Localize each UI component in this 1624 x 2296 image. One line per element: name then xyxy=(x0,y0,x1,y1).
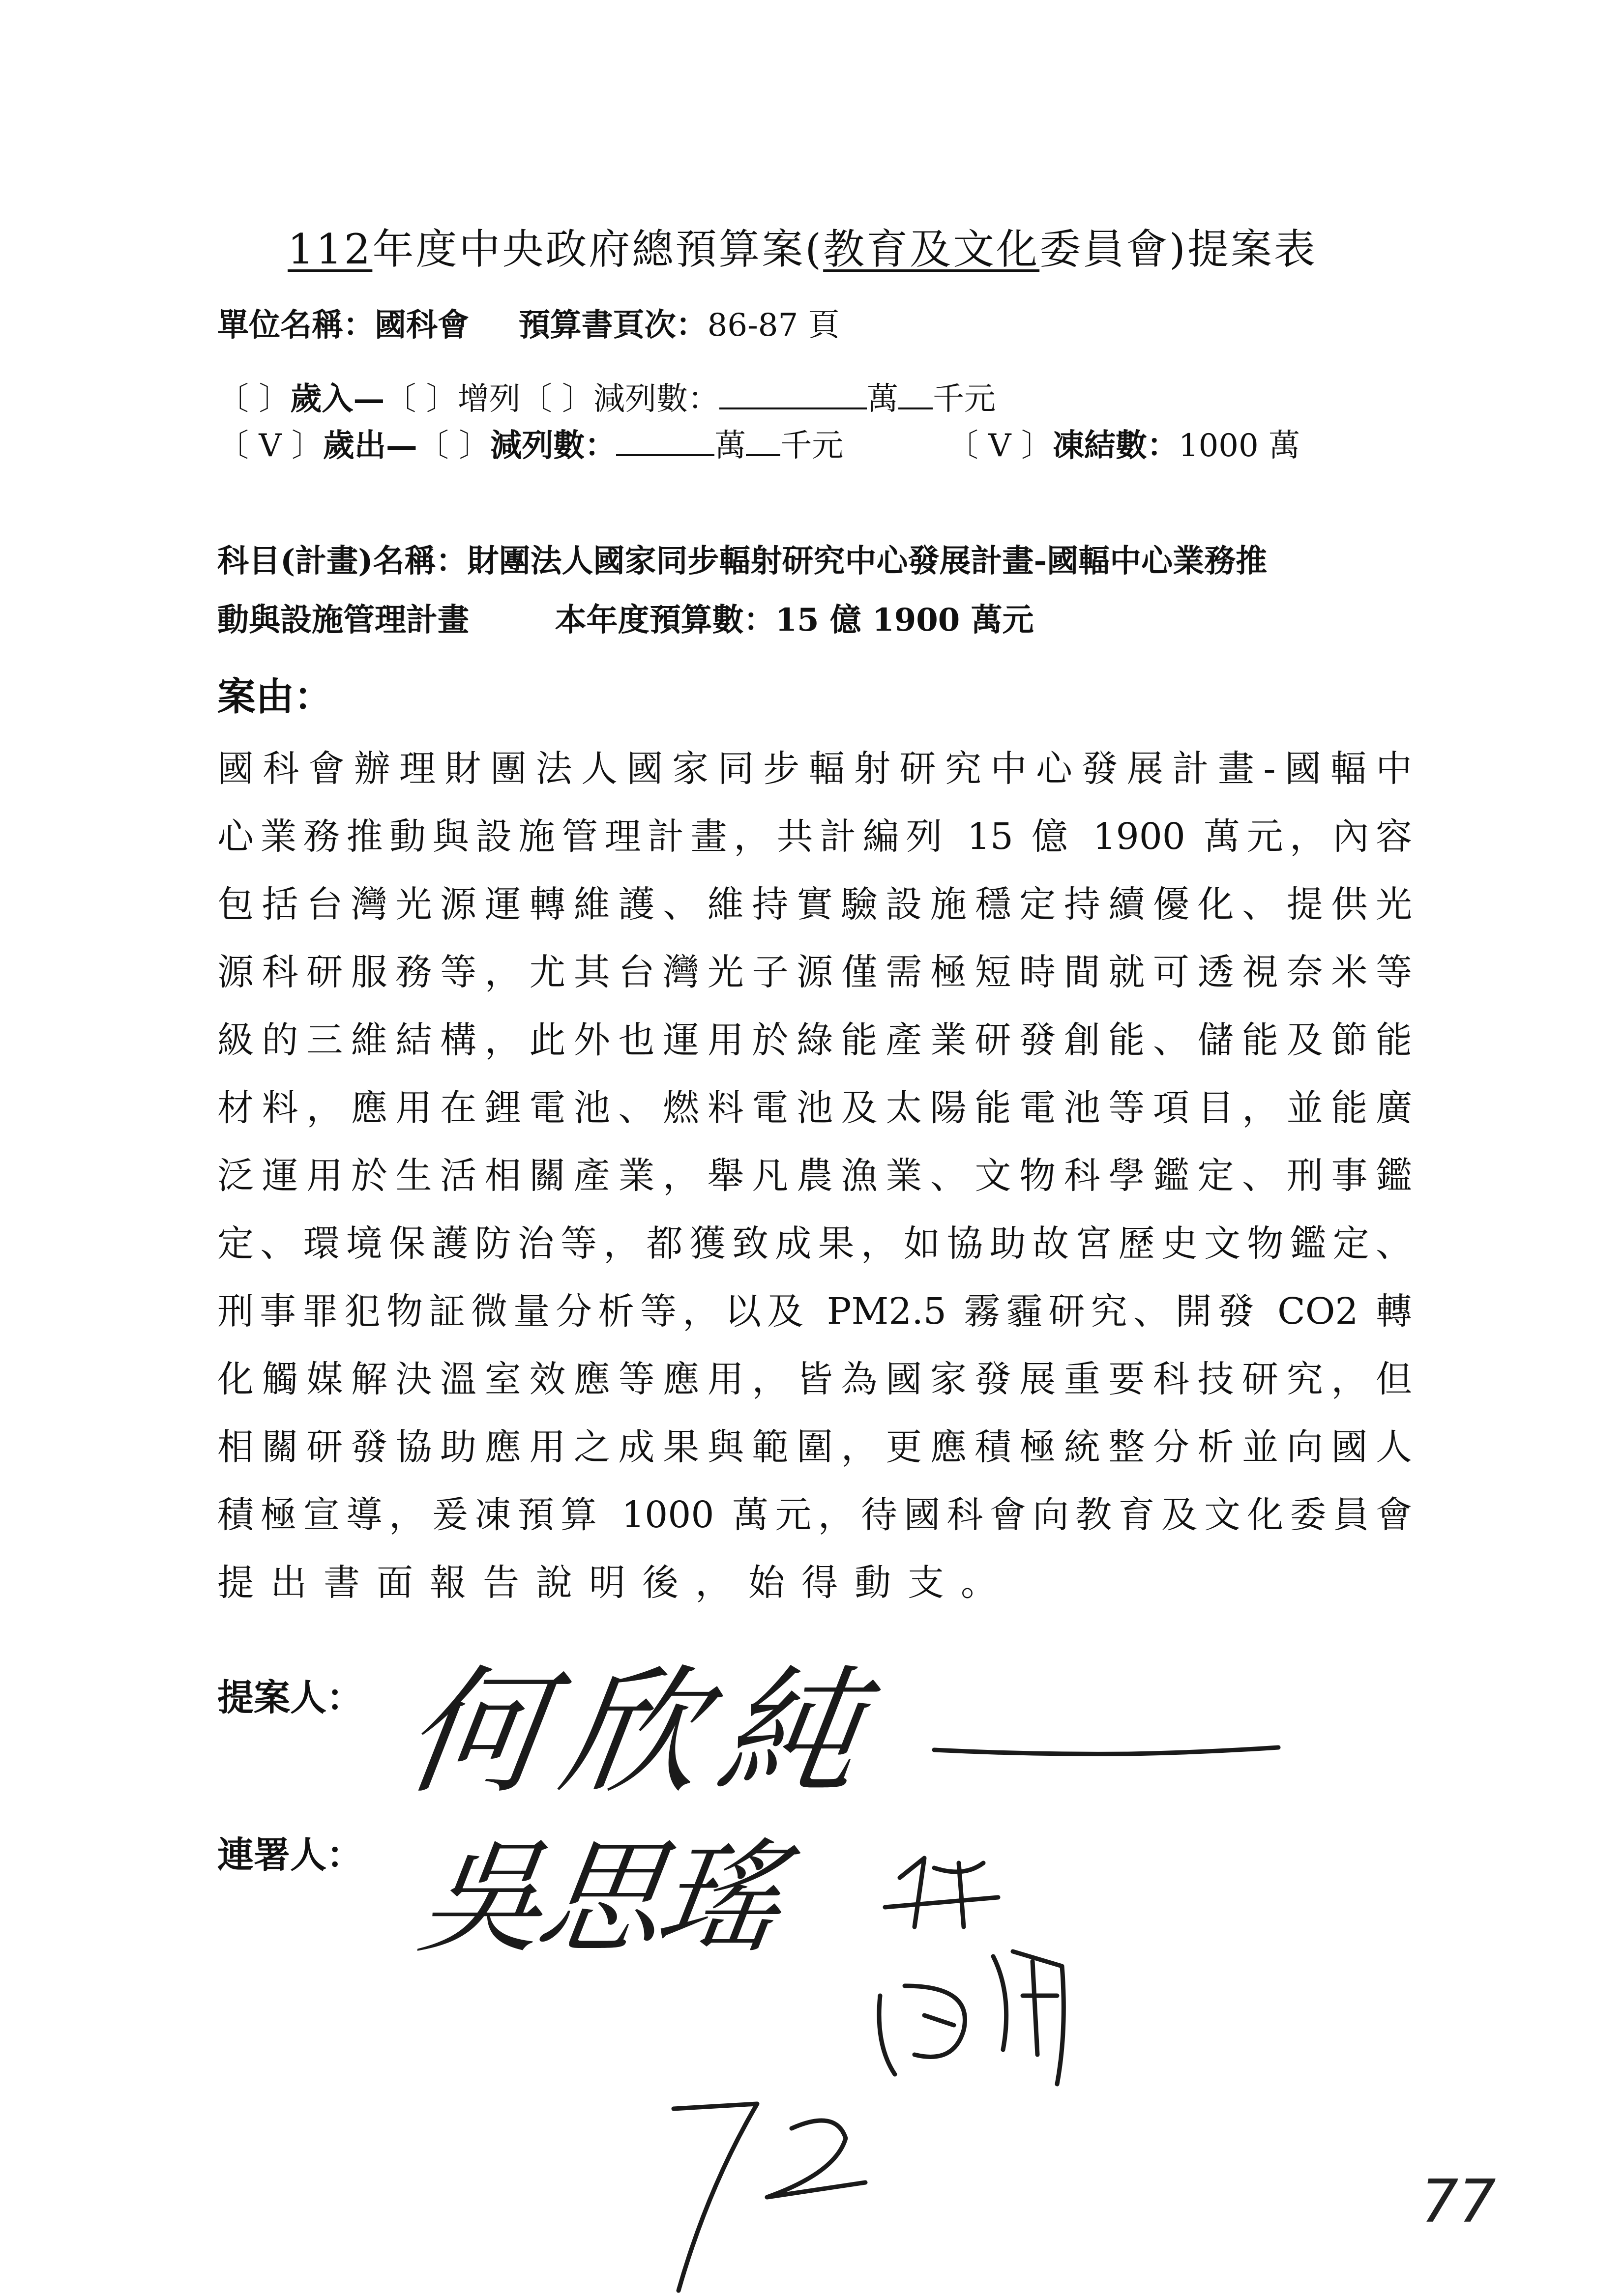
title-post: 委員會)提案表 xyxy=(1039,225,1317,273)
unit-label: 單位名稱： xyxy=(217,307,375,344)
freeze-checkbox: 〔 V 〕 xyxy=(946,428,1053,464)
proposer-label: 提案人： xyxy=(217,1677,363,1719)
increase-label: 增列 xyxy=(457,381,521,417)
reason-line: 提出書面報告說明後，始得動支。 xyxy=(217,1562,1014,1604)
decrease-checkbox: 〔 〕 xyxy=(520,381,594,417)
proposer-signature-tail xyxy=(934,1747,1278,1754)
reason-line: 化觸媒解決溫室效應等應用，皆為國家發展重要科技研究，但 xyxy=(217,1358,1412,1400)
page-ref-value: 86-87 頁 xyxy=(707,307,840,344)
reason-line: 定、環境保護防治等，都獲致成果，如協助故宮歷史文物鑑定、 xyxy=(217,1222,1412,1265)
cosigner-signature-1: 吳思瑤 xyxy=(411,1827,786,1970)
decrease-label: 減列數： xyxy=(593,381,720,417)
cosigner-signature-2 xyxy=(879,1858,1063,2084)
reason-line: 材料，應用在鋰電池、燃料電池及太陽能電池等項目，並能廣 xyxy=(217,1087,1412,1129)
reason-line: 國科會辦理財團法人國家同步輻射研究中心發展計畫-國輻中 xyxy=(217,748,1412,790)
expense-label: 歲出— xyxy=(323,427,417,464)
page-number: 77 xyxy=(1421,2168,1496,2236)
title-committee: 教育及文化 xyxy=(823,225,1040,273)
unit-qian: 千元 xyxy=(933,381,996,417)
freeze-label: 凍結數： xyxy=(1052,427,1179,464)
reason-line: 刑事罪犯物証微量分析等，以及 PM2.5 霧霾研究、開發 CO2 轉 xyxy=(217,1290,1412,1333)
revenue-label: 歲入— xyxy=(290,380,385,417)
title-pre: 年度中央政府總預算案( xyxy=(372,225,824,273)
reason-line: 泛運用於生活相關產業，舉凡農漁業、文物科學鑑定、刑事鑑 xyxy=(217,1155,1412,1197)
reason-heading: 案由： xyxy=(217,674,333,719)
budget-value: 15 億 1900 萬元 xyxy=(775,602,1034,639)
reason-line: 積極宣導，爰凍預算 1000 萬元，待國科會向教育及文化委員會 xyxy=(217,1494,1412,1536)
cosigner-label: 連署人： xyxy=(217,1834,363,1876)
title-year: 112 xyxy=(288,225,373,273)
unit-value: 國科會 xyxy=(375,307,469,344)
subject-name-cont: 動與設施管理計畫 xyxy=(217,602,469,639)
unit-wan: 萬 xyxy=(867,381,899,417)
revenue-checkbox: 〔 〕 xyxy=(217,381,291,417)
reason-line: 包括台灣光源運轉維護、維持實驗設施穩定持續優化、提供光 xyxy=(217,883,1412,926)
increase-checkbox: 〔 〕 xyxy=(384,381,458,417)
unit-qian: 千元 xyxy=(780,428,844,464)
unit-wan: 萬 xyxy=(714,428,746,464)
proposer-signature: 何欣純 xyxy=(395,1653,890,1813)
page-ref-label: 預算書頁次： xyxy=(518,307,708,344)
reason-line: 心業務推動與設施管理計畫，共計編列 15 億 1900 萬元，內容 xyxy=(217,815,1412,858)
reason-line: 級的三維結構，此外也運用於綠能產業研發創能、儲能及節能 xyxy=(217,1019,1412,1061)
decrease-label: 減列數： xyxy=(490,427,617,464)
subject-line-1: 科目(計畫)名稱：財團法人國家同步輻射研究中心發展計畫-國輻中心業務推 xyxy=(217,543,1268,580)
expense-checkbox: 〔 V 〕 xyxy=(217,428,323,464)
freeze-value: 1000 萬 xyxy=(1178,428,1300,464)
handwritten-number-72 xyxy=(674,2104,865,2291)
budget-label: 本年度預算數： xyxy=(555,602,775,639)
reason-line: 相關研發協助應用之成果與範圍，更應積極統整分析並向國人 xyxy=(217,1426,1412,1468)
reason-line: 源科研服務等，尤其台灣光子源僅需極短時間就可透視奈米等 xyxy=(217,951,1412,993)
decrease-checkbox: 〔 〕 xyxy=(417,428,491,464)
